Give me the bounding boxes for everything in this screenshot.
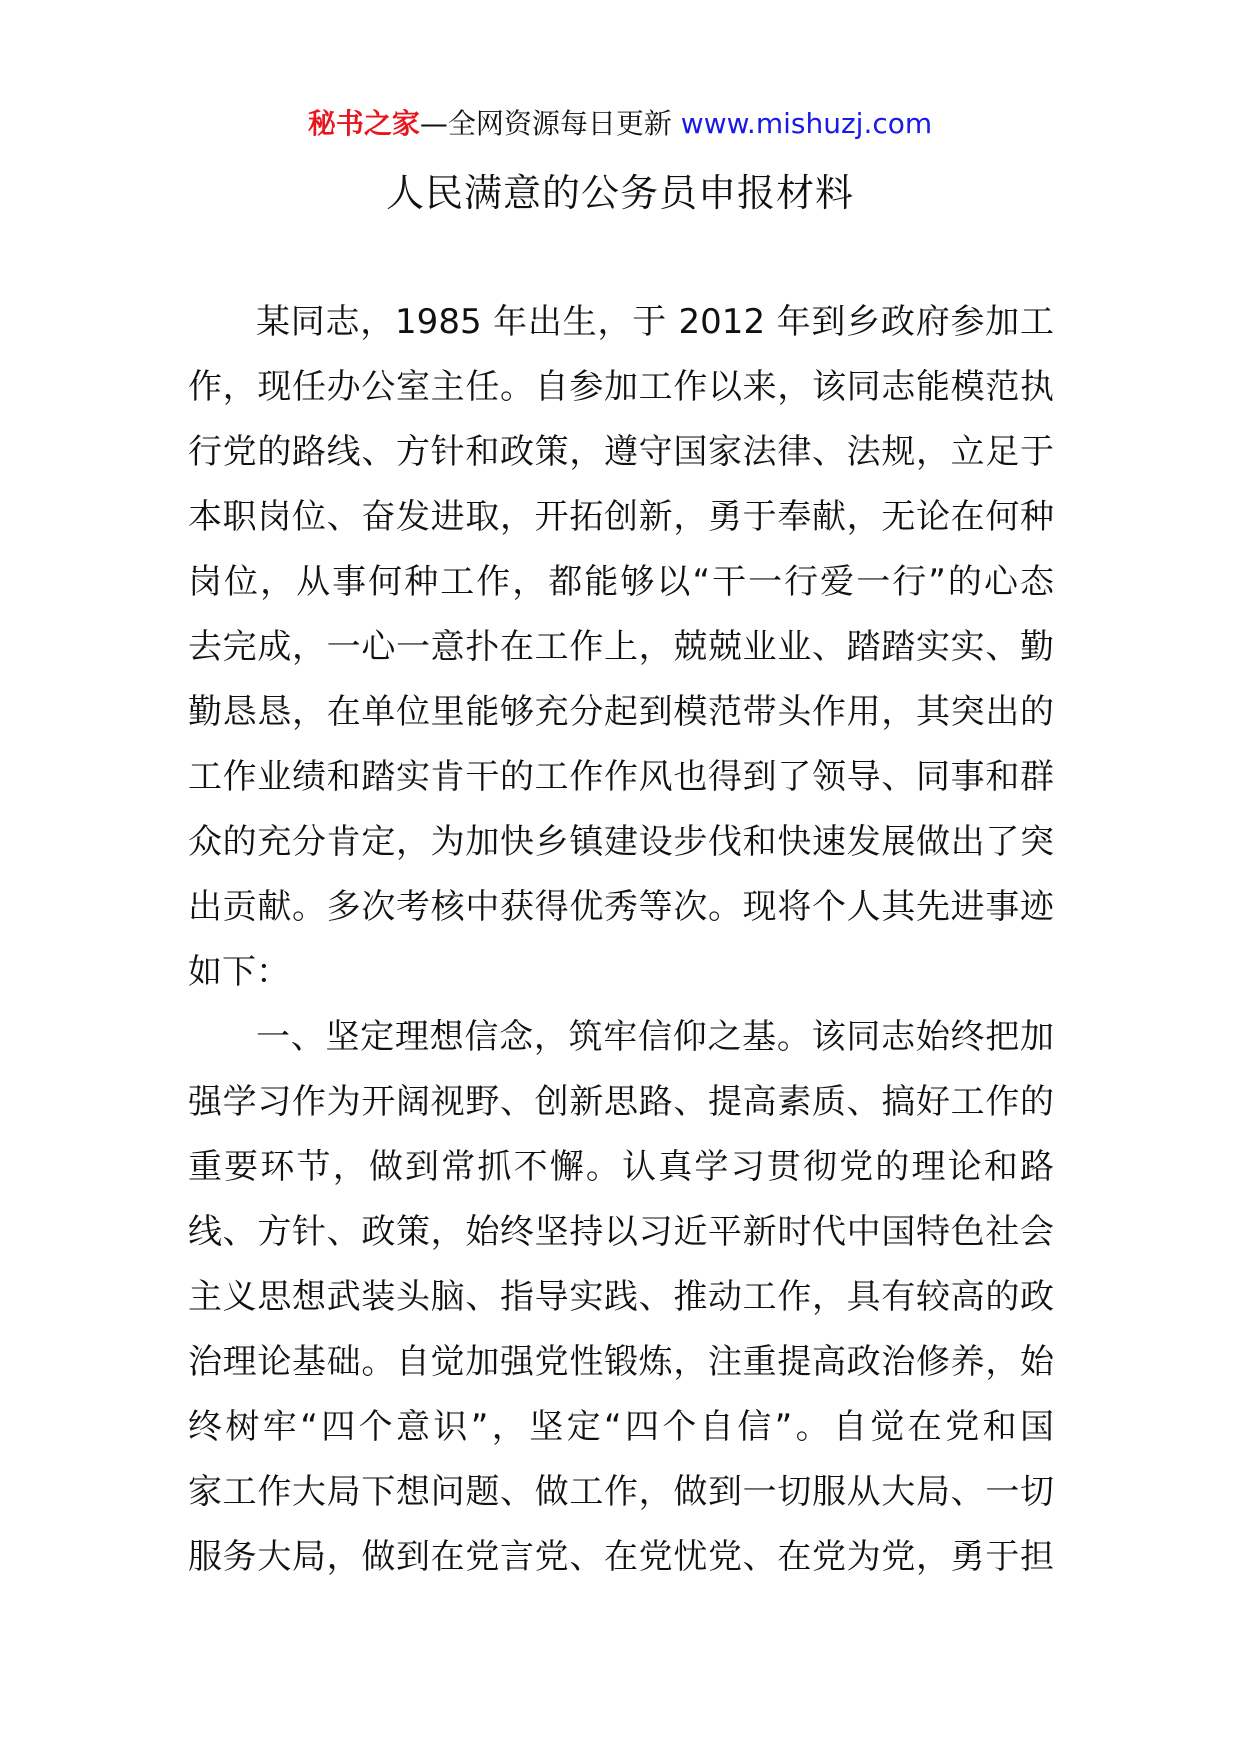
text-line: 勤恳恳，在单位里能够充分起到模范带头作用，其突出的 (188, 692, 1054, 732)
site-header (0, 104, 1240, 144)
text-line: 主义思想武装头脑、指导实践、推动工作，具有较高的政 (188, 1277, 1054, 1317)
text-line: 出贡献。多次考核中获得优秀等次。现将个人其先进事迹 (188, 887, 1054, 927)
text-line: 行党的路线、方针和政策，遵守国家法律、法规，立足于 (188, 432, 1054, 472)
text-line: 本职岗位、奋发进取，开拓创新，勇于奉献，无论在何种 (188, 497, 1054, 537)
text-line: 去完成，一心一意扑在工作上，兢兢业业、踏踏实实、勤 (188, 627, 1054, 667)
text-line: 终树牢“四个意识”，坚定“四个自信”。自觉在党和国 (188, 1407, 1054, 1447)
document-body (188, 290, 1054, 1590)
text-line: 工作业绩和踏实肯干的工作作风也得到了领导、同事和群 (188, 757, 1054, 797)
text-line: 岗位，从事何种工作，都能够以“干一行爱一行”的心态 (188, 562, 1054, 602)
text-line: 线、方针、政策，始终坚持以习近平新时代中国特色社会 (188, 1212, 1054, 1252)
text-line: 重要环节，做到常抓不懈。认真学习贯彻党的理论和路 (188, 1147, 1054, 1187)
text-line: 强学习作为开阔视野、创新思路、提高素质、搞好工作的 (188, 1082, 1054, 1122)
section-heading-line: 一、坚定理想信念，筑牢信仰之基。该同志始终把加 (256, 1017, 1054, 1057)
brand-name: 秘书之家 (307, 107, 420, 140)
header-tagline: —全网资源每日更新 (419, 107, 672, 140)
text-line: 作，现任办公室主任。自参加工作以来，该同志能模范执 (188, 367, 1054, 407)
text-line: 服务大局，做到在党言党、在党忧党、在党为党，勇于担 (188, 1537, 1054, 1577)
document-title: 人民满意的公务员申报材料 (385, 171, 854, 215)
text-line: 治理论基础。自觉加强党性锻炼，注重提高政治修养，始 (188, 1342, 1054, 1382)
text-line: 某同志，1985 年出生，于 2012 年到乡政府参加工 (256, 302, 1054, 342)
text-line: 如下： (188, 952, 290, 992)
site-url-link[interactable]: www.mishuzj.com (680, 107, 933, 140)
text-line: 家工作大局下想问题、做工作，做到一切服从大局、一切 (188, 1472, 1054, 1512)
text-line: 众的充分肯定，为加快乡镇建设步伐和快速发展做出了突 (188, 822, 1054, 862)
